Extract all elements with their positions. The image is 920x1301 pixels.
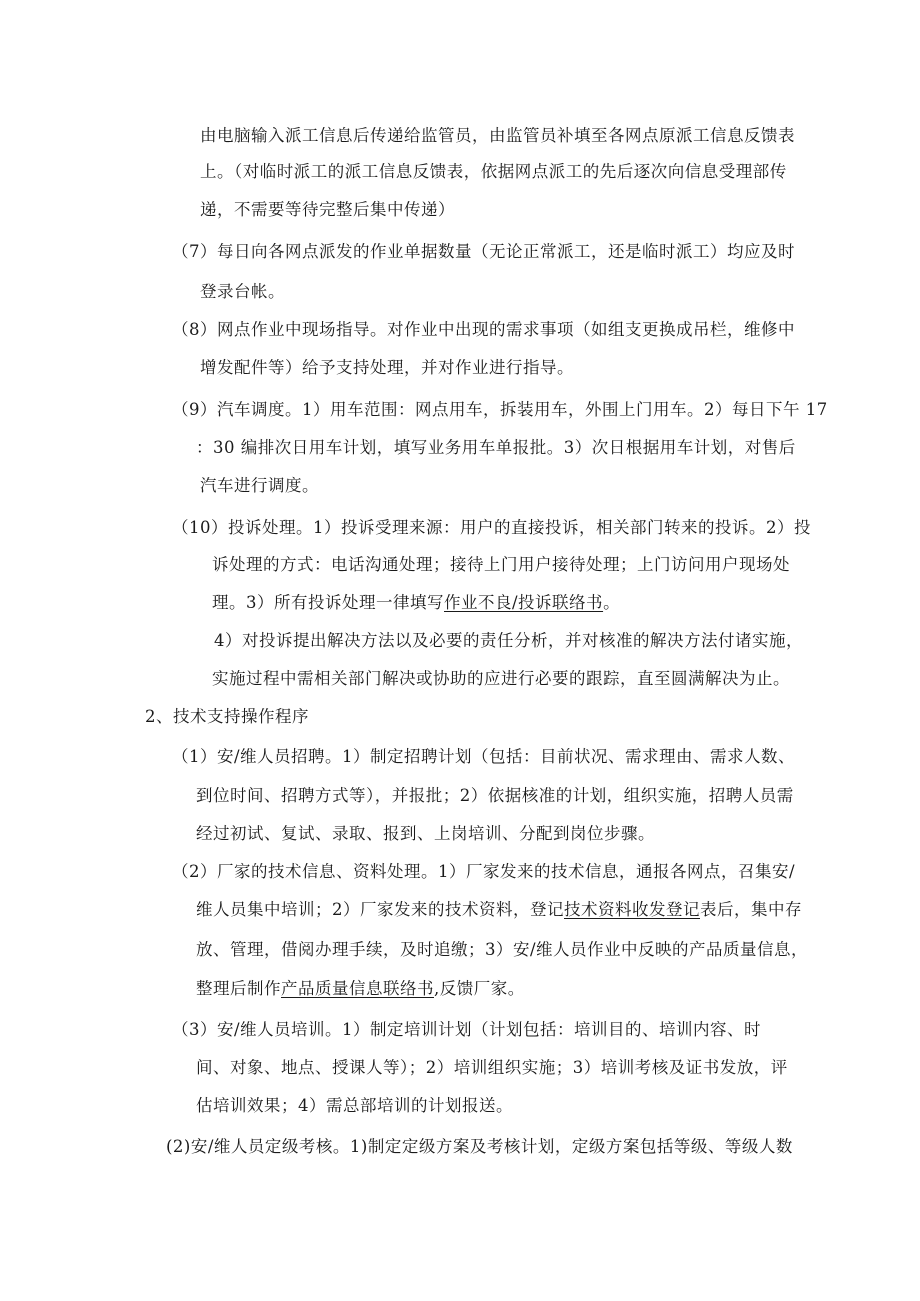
text-line: 实施过程中需相关部门解决或协助的应进行必要的跟踪，直至圆满解决为止。 [212,669,790,688]
text-line: 估培训效果；4）需总部培训的计划报送。 [196,1096,513,1115]
text-line [212,591,620,615]
text-line: 递，不需要等待完整后集中传递） [200,200,455,219]
text-span: 整理后制作 [196,979,281,998]
text-line: （7）每日向各网点派发的作业单据数量（无论正常派工，还是临时派工）均应及时 [172,242,795,261]
text-line: （9）汽车调度。1）用车范围：网点用车，拆装用车，外围上门用车。2）每日下午 17 [172,400,828,419]
text-line: 4）对投诉提出解决方法以及必要的责任分析，并对核准的解决方法付诸实施， [214,631,803,650]
text-span: 维人员集中培训；2）厂家发来的技术资料，登记 [196,900,564,919]
text-line: 登录台帐。 [200,282,285,301]
text-line: 上。（对临时派工的派工信息反馈表，依据网点派工的先后逐次向信息受理部传 [200,162,787,181]
text-line: 汽车进行调度。 [200,476,319,495]
text-line: 放、管理，借阅办理手续，及时追缴；3）安/维人员作业中反映的产品质量信息， [196,940,809,959]
section-heading: 2、技术支持操作程序 [145,707,309,726]
text-span: 。 [603,593,621,612]
text-line: 间、对象、地点、授课人等）；2）培训组织实施；3）培训考核及证书发放，评 [196,1058,788,1077]
form-name-tech-doc-register: 技术资料收发登记 [564,900,700,919]
text-line: 诉处理的方式：电话沟通处理；接待上门用户接待处理；上门访问用户现场处 [212,555,790,574]
text-line: (2)安/维人员定级考核。1)制定定级方案及考核计划，定级方案包括等级、等级人数 [166,1137,793,1156]
text-line: 增发配件等）给予支持处理，并对作业进行指导。 [200,358,574,377]
text-line: 经过初试、复试、录取、报到、上岗培训、分配到岗位步骤。 [196,824,655,843]
text-line: ：30 编排次日用车计划，填写业务用车单报批。3）次日根据用车计划，对售后 [196,438,796,457]
text-line: （10）投诉处理。1）投诉受理来源：用户的直接投诉，相关部门转来的投诉。2）投 [172,518,811,537]
text-line: （2）厂家的技术信息、资料处理。1）厂家发来的技术信息，通报各网点，召集安/ [172,862,796,881]
form-name-complaint-letter: 作业不良/投诉联络书 [444,593,604,612]
text-line: （1）安/维人员招聘。1）制定招聘计划（包括：目前状况、需求理由、需求人数、 [172,747,796,766]
text-span: ,反馈厂家。 [434,979,525,998]
text-span: 表后，集中存 [700,900,802,919]
form-name-quality-info-letter: 产品质量信息联络书 [281,979,434,998]
text-line [196,898,802,922]
text-line: （8）网点作业中现场指导。对作业中出现的需求事项（如组支更换成吊栏，维修中 [172,320,795,339]
text-line: （3）安/维人员培训。1）制定培训计划（计划包括：培训目的、培训内容、时 [172,1020,762,1039]
text-span: 理。3）所有投诉处理一律填写 [212,593,444,612]
text-line: 到位时间、招聘方式等），并报批；2）依据核准的计划，组织实施，招聘人员需 [196,786,794,805]
text-line: 由电脑输入派工信息后传递给监管员，由监管员补填至各网点原派工信息反馈表 [200,126,795,145]
text-line [196,977,525,1001]
